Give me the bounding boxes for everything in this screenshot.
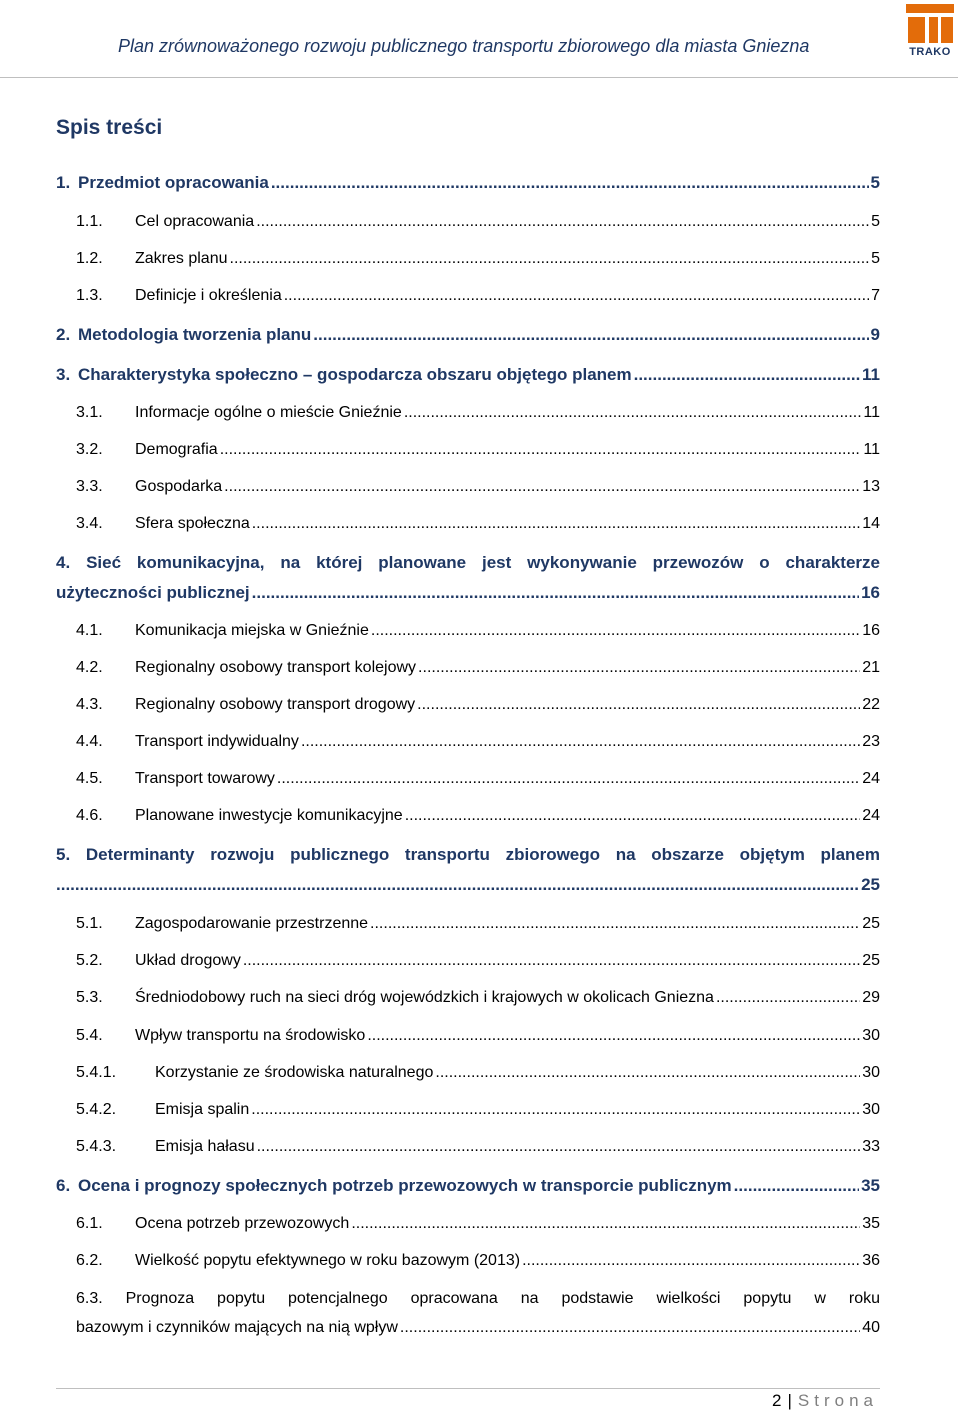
toc-entry-title: Transport towarowy	[135, 770, 275, 787]
toc-dot-leader	[277, 767, 860, 791]
toc-entry-number: 1.1.	[76, 213, 103, 230]
toc-dot-leader	[230, 247, 870, 271]
toc-entry-page: 16	[862, 622, 880, 639]
toc-entry-number: 5.4.	[76, 1027, 103, 1044]
toc-entry-title: Regionalny osobowy transport drogowy	[135, 696, 416, 713]
toc-entry[interactable]	[56, 323, 880, 347]
toc-dot-leader	[284, 284, 869, 308]
toc-dot-leader	[404, 401, 862, 425]
toc-entry-title: Wielkość popytu efektywnego w roku bazowym (2013)	[135, 1252, 521, 1269]
toc-dot-leader	[251, 1098, 860, 1122]
toc-entry-number: 5.4.1.	[76, 1064, 117, 1081]
toc-entry-number: 1.3.	[76, 287, 103, 304]
toc-entry-title: Demografia	[135, 441, 218, 458]
toc-entry[interactable]	[56, 475, 880, 499]
toc-entry-title: Wpływ transportu na środowisko	[135, 1027, 366, 1044]
toc-entry[interactable]	[56, 171, 880, 195]
toc-entry-number: 1.	[56, 173, 71, 192]
toc-entry-number: 3.3.	[76, 478, 103, 495]
toc-entry-page: 24	[862, 807, 880, 824]
toc-entry-page: 29	[862, 989, 880, 1006]
toc-entry-title: Sfera społeczna	[135, 515, 250, 532]
toc-dot-leader	[371, 619, 860, 643]
toc-dot-leader	[224, 475, 860, 499]
toc-entry-title: Ocena i prognozy społecznych potrzeb przewozowych w transporcie publicznym	[78, 1176, 732, 1195]
footer-divider	[56, 1388, 880, 1389]
toc-dot-leader	[522, 1249, 860, 1273]
toc-dot-leader	[716, 986, 860, 1010]
toc-entry[interactable]	[56, 656, 880, 680]
toc-dot-leader	[405, 804, 861, 828]
toc-entry-title: Emisja hałasu	[155, 1138, 255, 1155]
toc-entry-page: 13	[862, 478, 880, 495]
page-header	[0, 0, 960, 80]
toc-entry-page: 35	[862, 1215, 880, 1232]
toc-entry-page: 11	[863, 441, 880, 458]
toc-dot-leader	[257, 1135, 861, 1159]
toc-entry-page: 24	[862, 770, 880, 787]
toc-entry-title: Informacje ogólne o mieście Gnieźnie	[135, 404, 402, 421]
toc-entry-number: 4.2.	[76, 659, 103, 676]
toc-entry[interactable]	[56, 986, 880, 1010]
toc-entry[interactable]	[56, 438, 880, 462]
toc-entry-number: 4.5.	[76, 770, 103, 787]
toc-entry[interactable]	[56, 804, 880, 828]
toc-entry-page: 25	[862, 915, 880, 932]
toc-entry[interactable]	[56, 284, 880, 308]
toc-dot-leader	[351, 1212, 860, 1236]
toc-dot-leader	[734, 1174, 859, 1198]
toc-entry[interactable]	[56, 512, 880, 536]
toc-dot-leader	[400, 1316, 860, 1340]
trako-logo	[904, 0, 956, 64]
header-divider	[0, 77, 958, 78]
toc-entry-number: 5.	[56, 845, 71, 864]
toc-entry[interactable]	[56, 767, 880, 791]
toc-entry-number: 5.4.3.	[76, 1138, 117, 1155]
toc-entry-page: 5	[871, 250, 880, 267]
footer-separator: |	[787, 1391, 792, 1410]
toc-entry-page: 30	[862, 1101, 880, 1118]
toc-entry-title: Regionalny osobowy transport kolejowy	[135, 659, 417, 676]
toc-entry-title: Determinanty rozwoju publicznego transportu zbiorowego na obszarze objętym planem	[85, 845, 880, 864]
toc-entry[interactable]	[56, 1249, 880, 1273]
toc-entry-title: Korzystanie ze środowiska naturalnego	[155, 1064, 434, 1081]
toc-entry[interactable]	[56, 949, 880, 973]
toc-entry-number: 5.4.2.	[76, 1101, 117, 1118]
toc-dot-leader	[252, 581, 859, 605]
toc-entry[interactable]	[56, 693, 880, 717]
toc-entry-page: 11	[862, 365, 880, 384]
toc-entry-title: Cel opracowania	[135, 213, 255, 230]
toc-entry-page: 21	[862, 659, 880, 676]
toc-entry[interactable]	[56, 619, 880, 643]
toc-entry-number: 4.4.	[76, 733, 103, 750]
toc-dot-leader	[56, 873, 859, 897]
toc-entry-page: 5	[870, 173, 880, 192]
toc-entry-number: 5.3.	[76, 989, 103, 1006]
toc-entry-title: Charakterystyka społeczno – gospodarcza obszaru objętego planem	[78, 365, 632, 384]
toc-entry-page: 35	[861, 1176, 880, 1195]
toc-dot-leader	[301, 730, 860, 754]
toc-entry-page: 14	[862, 515, 880, 532]
toc-entry[interactable]	[56, 1024, 880, 1048]
toc-entry[interactable]	[56, 551, 880, 611]
page-number: 2	[772, 1391, 782, 1410]
toc-entry-title-continued: użyteczności publicznej	[56, 583, 250, 602]
toc-entry[interactable]	[56, 401, 880, 425]
toc-entry-number: 1.2.	[76, 250, 103, 267]
toc-dot-leader	[634, 363, 860, 387]
toc-entry-title: Transport indywidualny	[135, 733, 299, 750]
toc-dot-leader	[367, 1024, 860, 1048]
toc-entry-page: 23	[862, 733, 880, 750]
trako-logo-icon	[904, 0, 956, 46]
page-footer	[772, 1391, 878, 1411]
toc-entry[interactable]	[56, 1135, 880, 1159]
toc-entry-title: Zakres planu	[135, 250, 228, 267]
toc-dot-leader	[435, 1061, 860, 1085]
toc-entry-title: Prognoza popytu potencjalnego opracowana na podstawie wielkości popytu w roku	[125, 1290, 880, 1307]
toc-dot-leader	[256, 210, 869, 234]
toc-dot-leader	[417, 693, 860, 717]
document-title: Plan zrównoważonego rozwoju publicznego transportu zbiorowego dla miasta Gniezna	[118, 36, 810, 56]
toc-entry[interactable]	[56, 843, 880, 903]
page-word: Strona	[797, 1391, 878, 1410]
toc-entry-number: 4.3.	[76, 696, 103, 713]
toc-entry-number: 3.2.	[76, 441, 103, 458]
toc-heading: Spis treści	[56, 116, 163, 139]
toc-entry[interactable]	[56, 210, 880, 234]
toc-entry-page: 30	[862, 1064, 880, 1081]
toc-dot-leader	[243, 949, 860, 973]
toc-entry-title: Układ drogowy	[135, 952, 241, 969]
toc-dot-leader	[220, 438, 862, 462]
toc-entry-title: Ocena potrzeb przewozowych	[135, 1215, 350, 1232]
toc-entry-number: 6.2.	[76, 1252, 103, 1269]
logo-text: TRAKO	[909, 46, 951, 58]
toc-entry-number: 2.	[56, 325, 71, 344]
toc-entry-title-continued: bazowym i czynników mających na nią wpływ	[76, 1319, 398, 1336]
toc-entry[interactable]	[76, 1287, 880, 1347]
toc-entry[interactable]	[56, 1212, 880, 1236]
toc-entry-number: 3.	[56, 365, 71, 384]
toc-dot-leader	[252, 512, 860, 536]
toc-dot-leader	[271, 171, 869, 195]
toc-entry-title: Zagospodarowanie przestrzenne	[135, 915, 369, 932]
toc-dot-leader	[370, 912, 860, 936]
toc-entry-page: 30	[862, 1027, 880, 1044]
toc-entry[interactable]	[56, 1174, 880, 1198]
toc-entry-number: 5.2.	[76, 952, 103, 969]
toc-entry-page: 33	[862, 1138, 880, 1155]
toc-entry[interactable]	[56, 1098, 880, 1122]
toc-entry-title: Sieć komunikacyjna, na której planowane jest wykonywanie przewozów o charakterze	[86, 553, 880, 572]
toc-entry-page: 36	[862, 1252, 880, 1269]
toc-entry-page: 25	[861, 875, 880, 894]
toc-entry-page: 40	[862, 1319, 880, 1336]
toc-entry-title: Planowane inwestycje komunikacyjne	[135, 807, 403, 824]
toc-entry-number: 3.4.	[76, 515, 103, 532]
toc-entry-number: 6.1.	[76, 1215, 103, 1232]
toc-entry-page: 7	[871, 287, 880, 304]
toc-entry[interactable]	[56, 730, 880, 754]
toc-entry-title: Przedmiot opracowania	[78, 173, 269, 192]
toc-entry-page: 11	[863, 404, 880, 421]
toc-entry-title: Komunikacja miejska w Gnieźnie	[135, 622, 369, 639]
toc-entry-page: 5	[871, 213, 880, 230]
toc-entry-title: Metodologia tworzenia planu	[78, 325, 312, 344]
toc-entry-page: 22	[862, 696, 880, 713]
toc-entry-title: Średniodobowy ruch na sieci dróg wojewódzkich i krajowych w okolicach Gniezna	[135, 989, 714, 1006]
toc-entry-page: 16	[861, 583, 880, 602]
toc-entry-title: Gospodarka	[135, 478, 223, 495]
toc-entry-number: 3.1.	[76, 404, 103, 421]
toc-entry-number: 4.1.	[76, 622, 103, 639]
toc-entry-number: 6.	[56, 1176, 71, 1195]
toc-entry[interactable]	[56, 363, 880, 387]
toc-entry-number: 5.1.	[76, 915, 103, 932]
toc-entry[interactable]	[56, 1061, 880, 1085]
toc-dot-leader	[313, 323, 868, 347]
toc-entry-page: 9	[870, 325, 880, 344]
toc-entry-title: Definicje i określenia	[135, 287, 282, 304]
toc-entry-title: Emisja spalin	[155, 1101, 250, 1118]
toc-entry[interactable]	[56, 247, 880, 271]
toc-entry[interactable]	[56, 912, 880, 936]
toc-entry-page: 25	[862, 952, 880, 969]
toc-entry-number: 6.3.	[76, 1290, 103, 1307]
toc-entry-number: 4.6.	[76, 807, 103, 824]
toc-dot-leader	[418, 656, 860, 680]
toc-entry-number: 4.	[56, 553, 71, 572]
